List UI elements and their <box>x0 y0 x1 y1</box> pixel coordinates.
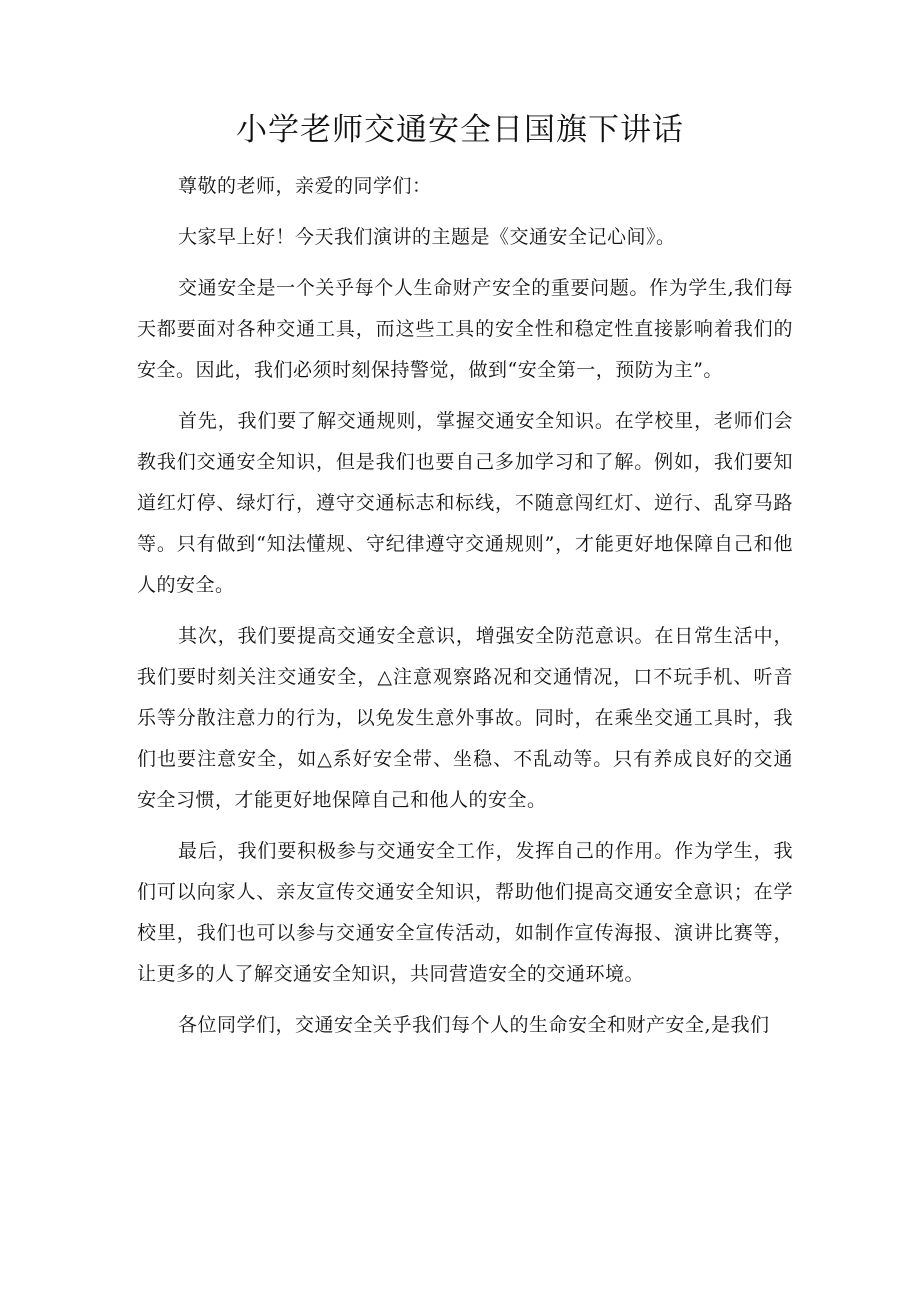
document-title: 小学老师交通安全日国旗下讲话 <box>236 112 684 148</box>
paragraph-first-point: 首先，我们要了解交通规则，掌握交通安全知识。在学校里，老师们会教我们交通安全知识，但是我们也要自己多加学习和了解。例如，我们要知道红灯停、绿灯行，遵守交通标志和标线，不随意闯红灯、逆行、乱穿马路等。只有做到“知法懂规、守纪律遵守交通规则”，才能更好地保障自己和他人的安全。 <box>137 410 793 596</box>
document-body <box>137 166 793 1046</box>
paragraph-greeting: 尊敬的老师，亲爱的同学们： <box>178 175 432 197</box>
paragraph-closing: 各位同学们，交通安全关乎我们每个人的生命安全和财产安全,是我们 <box>178 1014 770 1036</box>
paragraph-third-point: 最后，我们要积极参与交通安全工作，发挥自己的作用。作为学生，我们可以向家人、亲友宣传交通安全知识，帮助他们提高交通安全意识；在学校里，我们也可以参与交通安全宣传活动，如制作宣传海报、演讲比赛等，让更多的人了解交通安全知识，共同营造安全的交通环境。 <box>137 840 793 985</box>
paragraph-second-point: 其次，我们要提高交通安全意识，增强安全防范意识。在日常生活中，我们要时刻关注交通安全，△注意观察路况和交通情况，口不玩手机、听音乐等分散注意力的行为，以免发生意外事故。同时，在乘坐交通工具时，我们也要注意安全，如△系好安全带、坐稳、不乱动等。只有养成良好的交通安全习惯，才能更好地保障自己和他人的安全。 <box>137 625 793 811</box>
paragraph-opening: 大家早上好！今天我们演讲的主题是《交通安全记心间》。 <box>178 226 676 248</box>
paragraph-importance: 交通安全是一个关乎每个人生命财产安全的重要问题。作为学生,我们每天都要面对各种交通工具，而这些工具的安全性和稳定性直接影响着我们的安全。因此，我们必须时刻保持警觉，做到“安全第一，预防为主”。 <box>137 277 793 381</box>
